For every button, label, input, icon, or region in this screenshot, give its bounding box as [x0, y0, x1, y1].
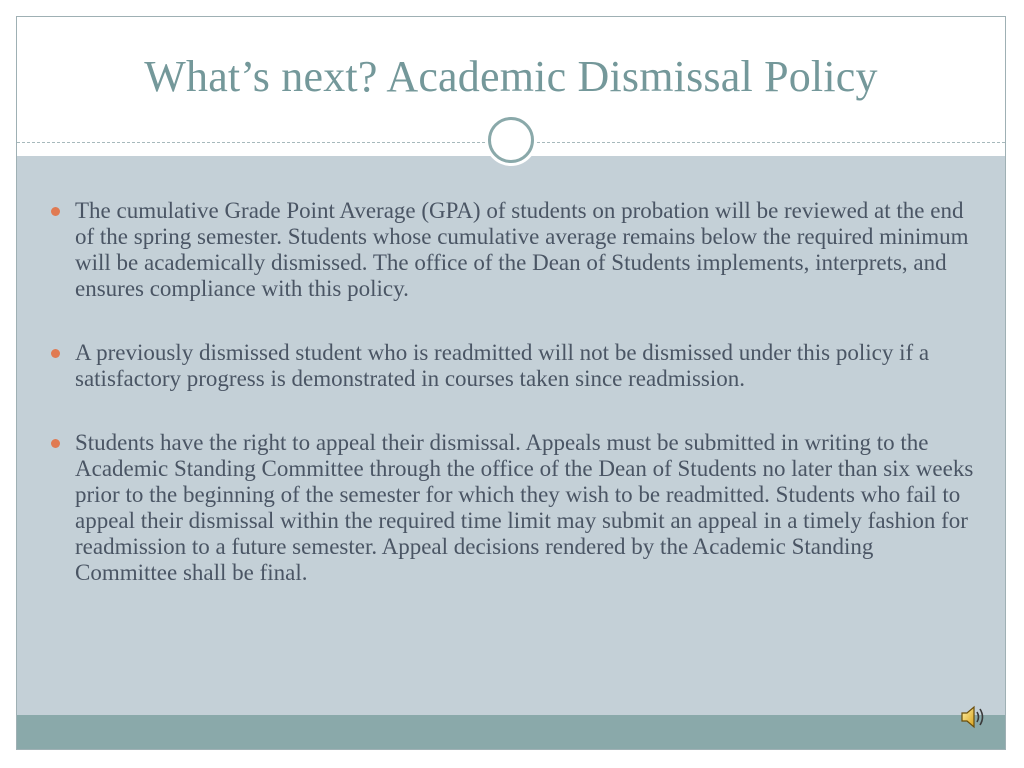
- bullet-dot-icon: [51, 349, 60, 358]
- bullet-item: [46, 340, 976, 392]
- footer-band: [17, 715, 1005, 749]
- bullet-text: A previously dismissed student who is readmitted will not be dismissed under this policy if a satisfactory progress is demonstrated in courses taken since readmission.: [75, 340, 930, 391]
- bullet-text: The cumulative Grade Point Average (GPA) of students on probation will be reviewed at the end of the spring semester. Students whose cumulative average remains below the required minimum will be academically dismissed. The office of the Dean of Students implements, interprets, and ensures compliance with this policy.: [75, 198, 969, 301]
- speaker-icon[interactable]: [956, 700, 990, 734]
- bullet-text: Students have the right to appeal their dismissal. Appeals must be submitted in writing to the Academic Standing Committee through the office of the Dean of Students no later than six weeks prior to the beginning of the semester for which they wish to be readmitted. Students who fail to appeal their dismissal within the required time limit may submit an appeal in a timely fashion for readmission to a future semester. Appeal decisions rendered by the Academic Standing Committee shall be final.: [75, 430, 974, 585]
- bullet-item: [46, 198, 976, 302]
- ornament-center: [494, 123, 528, 157]
- bullet-dot-icon: [51, 439, 60, 448]
- bullet-dot-icon: [51, 207, 60, 216]
- bullet-item: [46, 430, 976, 586]
- circle-ornament-icon: [485, 114, 537, 166]
- bullet-list: [46, 198, 976, 624]
- slide-title: What’s next? Academic Dismissal Policy: [144, 52, 878, 101]
- speaker-icon-graphic: [956, 700, 990, 734]
